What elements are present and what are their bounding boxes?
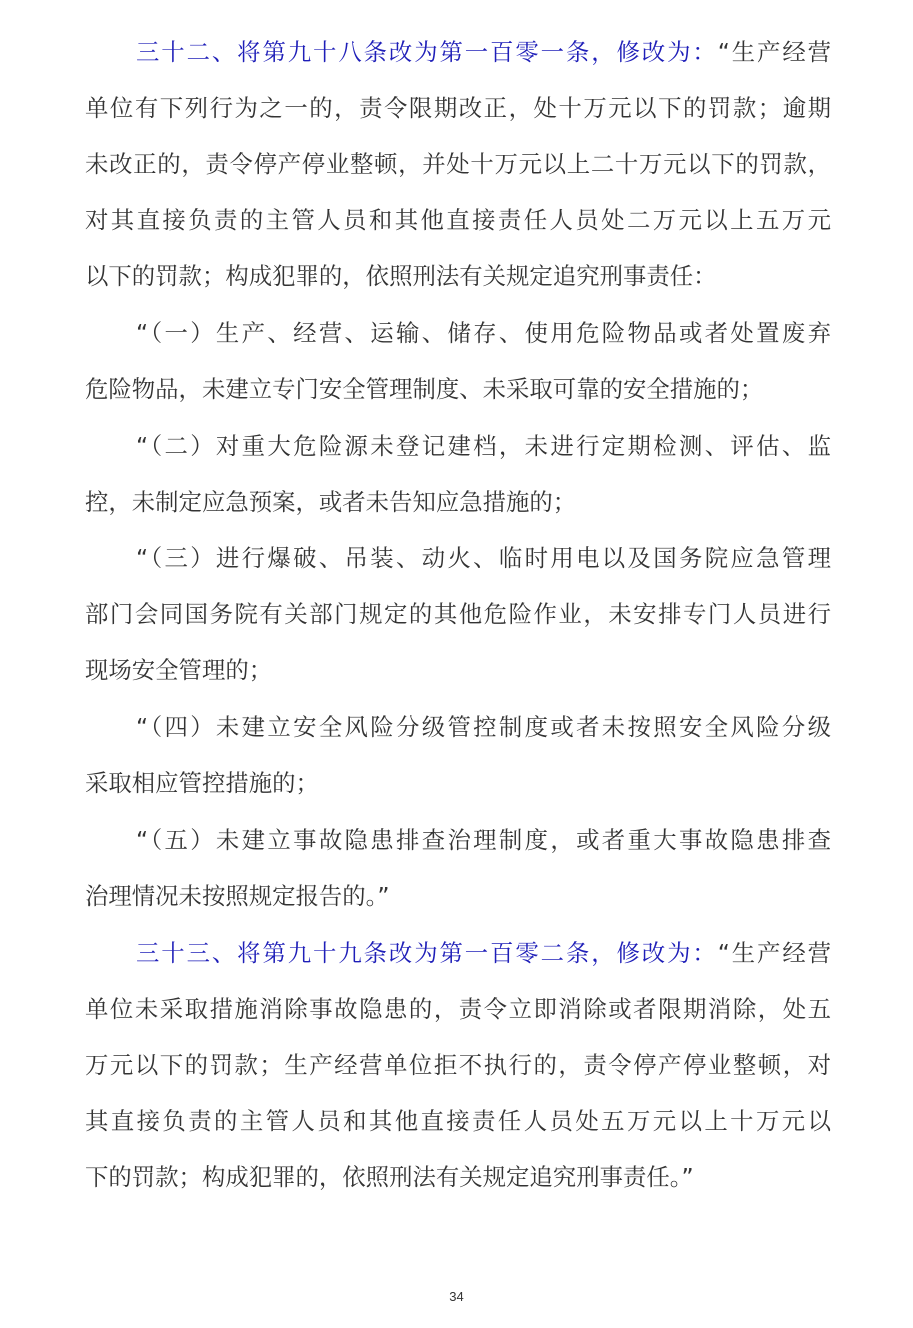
item-4-line: 采取相应管控措施的； xyxy=(85,769,319,797)
article-32-line: 以下的罚款；构成犯罪的，依照刑法有关规定追究刑事责任： xyxy=(85,262,717,290)
item-3-line: 现场安全管理的； xyxy=(85,656,273,684)
article-32-heading: 三十二、将第九十八条改为第一百零一条，修改为： xyxy=(136,38,718,66)
article-32-line: 单位有下列行为之一的，责令限期改正，处十万元以下的罚款；逾期 xyxy=(85,94,831,122)
item-4-line: “（四）未建立安全风险分级管控制度或者未按照安全风险分级 xyxy=(136,713,831,741)
article-33-heading: 三十三、将第九十九条改为第一百零二条，修改为： xyxy=(136,939,718,967)
article-32-line: 对其直接负责的主管人员和其他直接责任人员处二万元以上五万元 xyxy=(85,206,831,234)
article-33-line: 其直接负责的主管人员和其他直接责任人员处五万元以上十万元以 xyxy=(85,1107,831,1135)
article-33-line: 万元以下的罚款；生产经营单位拒不执行的，责令停产停业整顿，对 xyxy=(85,1051,831,1079)
article-33-first-line xyxy=(136,938,831,968)
article-32-first-line xyxy=(136,37,831,67)
article-33-line: 下的罚款；构成犯罪的，依照刑法有关规定追究刑事责任。” xyxy=(85,1163,694,1191)
article-33-line: 单位未采取措施消除事故隐患的，责令立即消除或者限期消除，处五 xyxy=(85,995,831,1023)
article-33-text-start: “生产经营 xyxy=(717,939,832,967)
item-2-line: 控，未制定应急预案，或者未告知应急措施的； xyxy=(85,488,577,516)
item-3-line: 部门会同国务院有关部门规定的其他危险作业，未安排专门人员进行 xyxy=(85,600,831,628)
article-32-text-start: “生产经营 xyxy=(717,38,832,66)
item-3-line: “（三）进行爆破、吊装、动火、临时用电以及国务院应急管理 xyxy=(136,544,831,572)
item-2-line: “（二）对重大危险源未登记建档，未进行定期检测、评估、监 xyxy=(136,432,831,460)
page-number: 34 xyxy=(449,1289,464,1304)
article-32-line: 未改正的，责令停产停业整顿，并处十万元以上二十万元以下的罚款， xyxy=(85,150,831,178)
item-1-line: 危险物品，未建立专门安全管理制度、未采取可靠的安全措施的； xyxy=(85,375,764,403)
item-5-line: “（五）未建立事故隐患排查治理制度，或者重大事故隐患排查 xyxy=(136,826,831,854)
item-5-line: 治理情况未按照规定报告的。” xyxy=(85,882,390,910)
item-1-line: “（一）生产、经营、运输、储存、使用危险物品或者处置废弃 xyxy=(136,319,831,347)
